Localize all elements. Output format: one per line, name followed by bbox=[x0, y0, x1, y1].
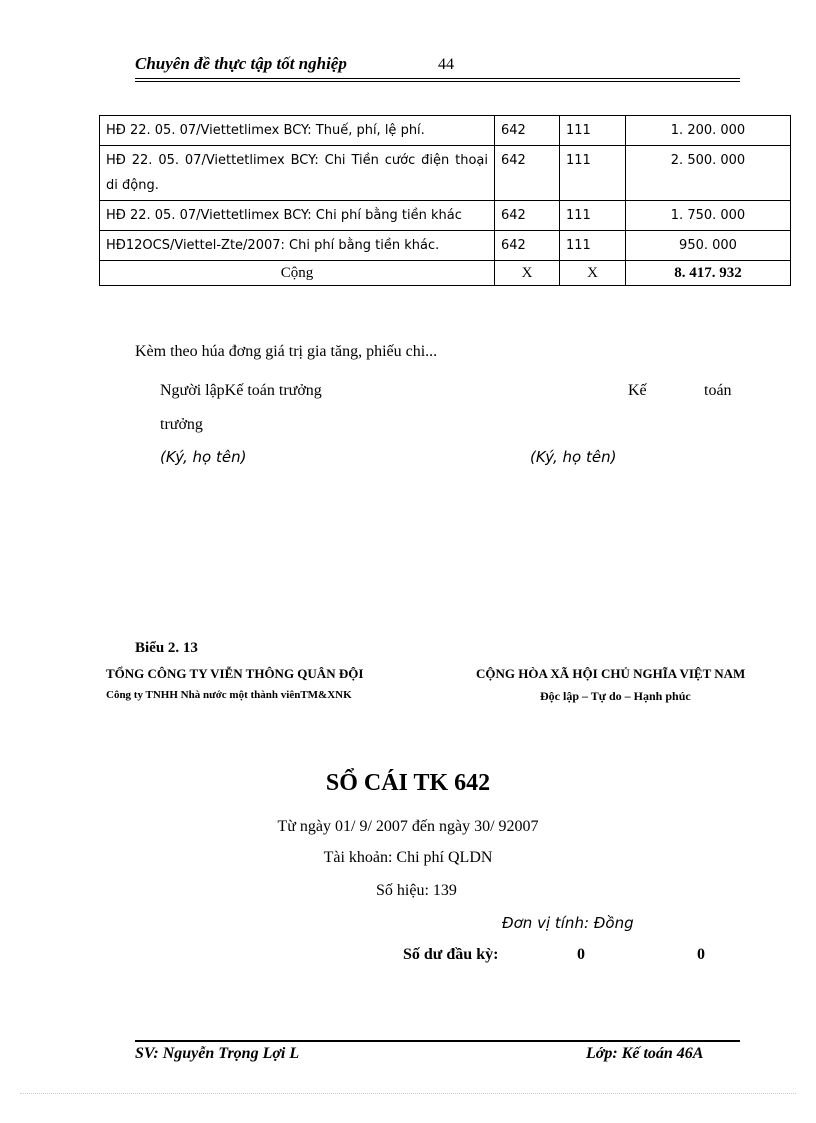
table-row bbox=[100, 146, 791, 201]
entry-amount: 1. 750. 000 bbox=[626, 201, 791, 231]
opening-balance-debit: 0 bbox=[577, 946, 585, 963]
entry-credit-account: 111 bbox=[560, 116, 626, 146]
opening-balance-credit: 0 bbox=[697, 946, 705, 963]
entry-credit-account: 111 bbox=[560, 201, 626, 231]
opening-balance-label: Số dư đầu kỳ: bbox=[403, 946, 499, 963]
footer-rule bbox=[135, 1040, 740, 1042]
table-row bbox=[100, 201, 791, 231]
entry-credit-account: 111 bbox=[560, 146, 626, 201]
entry-credit-account: 111 bbox=[560, 231, 626, 261]
entry-amount: 950. 000 bbox=[626, 231, 791, 261]
signature-preparer-line: Người lậpKế toán trưởng bbox=[160, 382, 322, 399]
attachment-note: Kèm theo húa đơng giá trị gia tăng, phiếu chi... bbox=[135, 343, 438, 360]
table-row bbox=[100, 231, 791, 261]
sign-note-left: (Ký, họ tên) bbox=[160, 448, 247, 466]
header-rule bbox=[135, 78, 740, 79]
entry-description: HĐ 22. 05. 07/Viettetlimex BCY: Chi phí bằng tiền khác bbox=[100, 201, 495, 231]
organization-name: TỔNG CÔNG TY VIỄN THÔNG QUÂN ĐỘI bbox=[106, 666, 364, 681]
ledger-account: Tài khoản: Chi phí QLDN bbox=[323, 849, 493, 866]
total-credit-mark: X bbox=[560, 261, 626, 286]
signature-chief-accountant-word1: Kế bbox=[628, 382, 647, 399]
company-name: Công ty TNHH Nhà nước một thành viênTM&XNK bbox=[106, 689, 352, 701]
ledger-unit: Đơn vị tính: Đồng bbox=[502, 914, 634, 932]
nation-title: CỘNG HÒA XÃ HỘI CHỦ NGHĨA VIỆT NAM bbox=[476, 666, 746, 681]
ledger-title: SỔ CÁI TK 642 bbox=[325, 770, 491, 796]
entry-debit-account: 642 bbox=[495, 201, 560, 231]
footer-class: Lớp: Kế toán 46A bbox=[586, 1045, 704, 1062]
document-header-title: Chuyên đề thực tập tốt nghiệp bbox=[135, 54, 347, 73]
ledger-code: Số hiệu: 139 bbox=[376, 882, 457, 899]
footer-student: SV: Nguyễn Trọng Lợi L bbox=[135, 1045, 300, 1062]
signature-chief-accountant-word2: toán bbox=[704, 382, 732, 399]
expense-entries-table bbox=[99, 115, 791, 286]
sign-note-right: (Ký, họ tên) bbox=[530, 448, 617, 466]
national-motto: Độc lập – Tự do – Hạnh phúc bbox=[540, 689, 691, 703]
page-number: 44 bbox=[438, 56, 454, 73]
entry-debit-account: 642 bbox=[495, 146, 560, 201]
header-rule-second bbox=[135, 81, 740, 82]
total-row bbox=[100, 261, 791, 286]
entry-debit-account: 642 bbox=[495, 116, 560, 146]
total-debit-mark: X bbox=[495, 261, 560, 286]
entry-debit-account: 642 bbox=[495, 231, 560, 261]
form-label: Biểu 2. 13 bbox=[135, 640, 198, 656]
entry-amount: 1. 200. 000 bbox=[626, 116, 791, 146]
signature-chief-accountant-word3: trưởng bbox=[160, 416, 203, 433]
entry-amount: 2. 500. 000 bbox=[626, 146, 791, 201]
total-label: Cộng bbox=[100, 261, 495, 286]
page-bottom-dotted-border bbox=[20, 1093, 796, 1094]
entry-description: HĐ 22. 05. 07/Viettetlimex BCY: Thuế, phí, lệ phí. bbox=[100, 116, 495, 146]
entry-description: HĐ 22. 05. 07/Viettetlimex BCY: Chi Tiền cước điện thoại di động. bbox=[100, 146, 495, 201]
ledger-period: Từ ngày 01/ 9/ 2007 đến ngày 30/ 92007 bbox=[277, 818, 539, 835]
table-row bbox=[100, 116, 791, 146]
entry-description: HĐ12OCS/Viettel-Zte/2007: Chi phí bằng tiền khác. bbox=[100, 231, 495, 261]
total-amount: 8. 417. 932 bbox=[626, 261, 791, 286]
